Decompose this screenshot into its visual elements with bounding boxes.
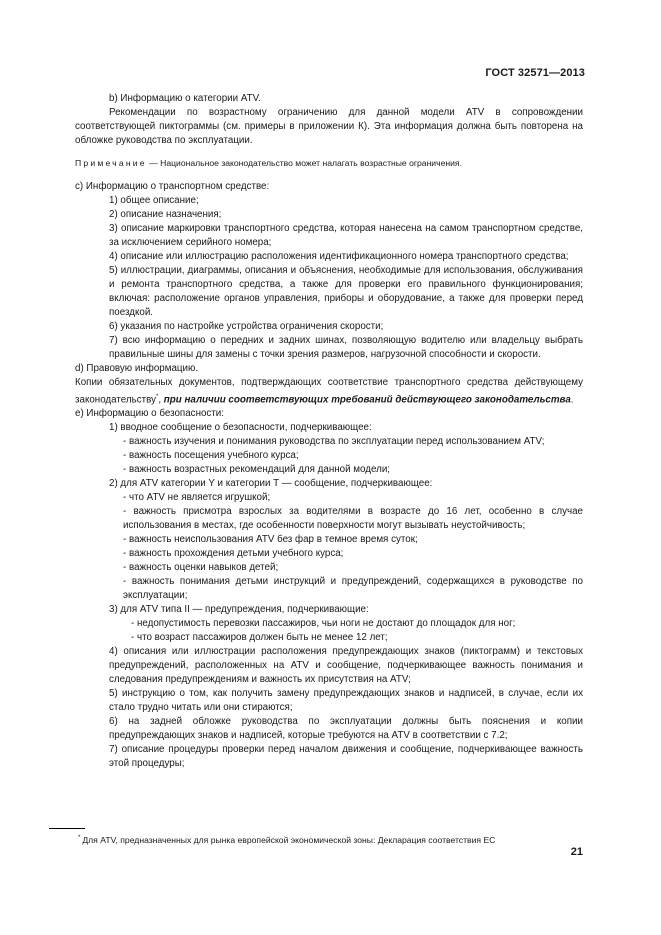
e-item-6: 6) на задней обложке руководства по эксплуатации должны быть пояснения и копии предупреждающих знаков и надписей, которые требуются на ATV в соответствии с 7.2; — [109, 716, 583, 742]
footnote-divider — [49, 828, 85, 829]
note-text: — Национальное законодательство может налагать возрастные ограничения. — [146, 158, 462, 168]
c-item-1: 1) общее описание; — [109, 195, 199, 206]
d-text-plain: Копии обязательных документов, подтверждающих соответствие транспортного средства действующему законодательству — [75, 377, 583, 406]
section-c-title: c) Информацию о транспортном средстве: — [75, 181, 270, 192]
d-text-end: . — [570, 394, 574, 406]
section-d-text — [75, 376, 583, 407]
e-item-7: 7) описание процедуры проверки перед началом движения и сообщение, подчеркивающее важность этой процедуры; — [109, 744, 583, 770]
c-item-6: 6) указания по настройке устройства ограничения скорости; — [109, 321, 384, 332]
e-item-3-sub-2: - что возраст пассажиров должен быть не менее 12 лет; — [131, 632, 388, 644]
d-text-tail: , — [158, 394, 164, 406]
standard-code-header: ГОСТ 32571—2013 — [485, 67, 585, 79]
e-item-1-sub-1: - важность изучения и понимания руководства по эксплуатации перед использованием ATV; — [123, 436, 545, 448]
c-item-4: 4) описание или иллюстрацию расположения идентификационного номера транспортного средства; — [109, 251, 569, 262]
c-item-5: 5) иллюстрации, диаграммы, описания и объяснения, необходимые для использования, обслуживания и ремонта транспортного средства, а также для проверки его правильного функционирования; включая: расположение органов управления, приборы и оборудование, а также для проверки перед поездкой. — [109, 265, 583, 318]
e-item-2-sub-1: - что ATV не является игрушкой; — [123, 492, 271, 504]
c-item-2: 2) описание назначения; — [109, 209, 222, 220]
c-item-3: 3) описание маркировки транспортного средства, которая нанесена на самом транспортном средстве, за исключением серийного номера; — [109, 223, 583, 248]
d-footnote-mark: * — [155, 394, 159, 400]
section-e-title: e) Информацию о безопасности: — [75, 408, 225, 420]
e-item-2-sub-5: - важность оценки навыков детей; — [123, 562, 279, 574]
section-b-title: b) Информацию о категории ATV. — [109, 93, 261, 104]
main-content — [75, 92, 583, 771]
section-b-text: Рекомендации по возрастному ограничению для данной модели ATV в сопровождении соответствующей пиктограммы (см. примеры в приложении К). Эта информация должна быть повторена на обложке руководства по эксплуатации. — [75, 107, 583, 146]
e-item-3: 3) для ATV типа II — предупреждения, подчеркивающие: — [109, 604, 369, 616]
page-number: 21 — [570, 846, 583, 858]
e-item-2-sub-6: - важность понимания детьми инструкций и предупреждений, содержащихся в руководстве по эксплуатации; — [123, 576, 583, 602]
note — [75, 156, 583, 170]
e-item-1-sub-2: - важность посещения учебного курса; — [123, 450, 299, 462]
e-item-5: 5) инструкцию о том, как получить замену предупреждающих знаков и надписей, в случае, если их стало трудно читать или они стираются; — [109, 688, 583, 714]
d-text-emphasis: при наличии соответствующих требований действующего законодательства — [163, 394, 571, 406]
e-item-4: 4) описания или иллюстрации расположения предупреждающих знаков (пиктограмм) и текстовых предупреждений, расположенных на ATV и сообщение, подчеркивающее важность понимания и следования предупреждениям и важность их присутствия на ATV; — [109, 646, 583, 686]
footnote — [78, 832, 578, 846]
e-item-2-sub-4: - важность прохождения детьми учебного курса; — [123, 548, 344, 560]
e-item-3-sub-1: - недопустимость перевозки пассажиров, чьи ноги не достают до площадок для ног; — [131, 618, 516, 630]
footnote-text: Для ATV, предназначенных для рынка европейской экономической зоны: Декларация соответствия ЕС — [82, 834, 496, 845]
e-item-2-sub-3: - важность неиспользования ATV без фар в темное время суток; — [123, 534, 418, 546]
e-item-2: 2) для ATV категории Y и категории T — сообщение, подчеркивающее: — [109, 478, 433, 490]
note-label: Примечание — [75, 158, 147, 168]
c-item-7: 7) всю информацию о передних и задних шинах, позволяющую водителю или владельцу выбрать правильные шины для замены с точки зрения размеров, нагрузочной способности и скорости. — [109, 335, 583, 360]
e-item-1: 1) вводное сообщение о безопасности, подчеркивающее: — [109, 422, 372, 434]
e-item-2-sub-2: - важность присмотра взрослых за водителями в возрасте до 16 лет, особенно в случае использования в местах, где особенности поверхности могут вызывать неустойчивость; — [123, 506, 583, 532]
e-item-1-sub-3: - важность возрастных рекомендаций для данной модели; — [123, 464, 391, 476]
footnote-mark: * — [78, 835, 81, 841]
section-d-title: d) Правовую информацию. — [75, 363, 199, 374]
